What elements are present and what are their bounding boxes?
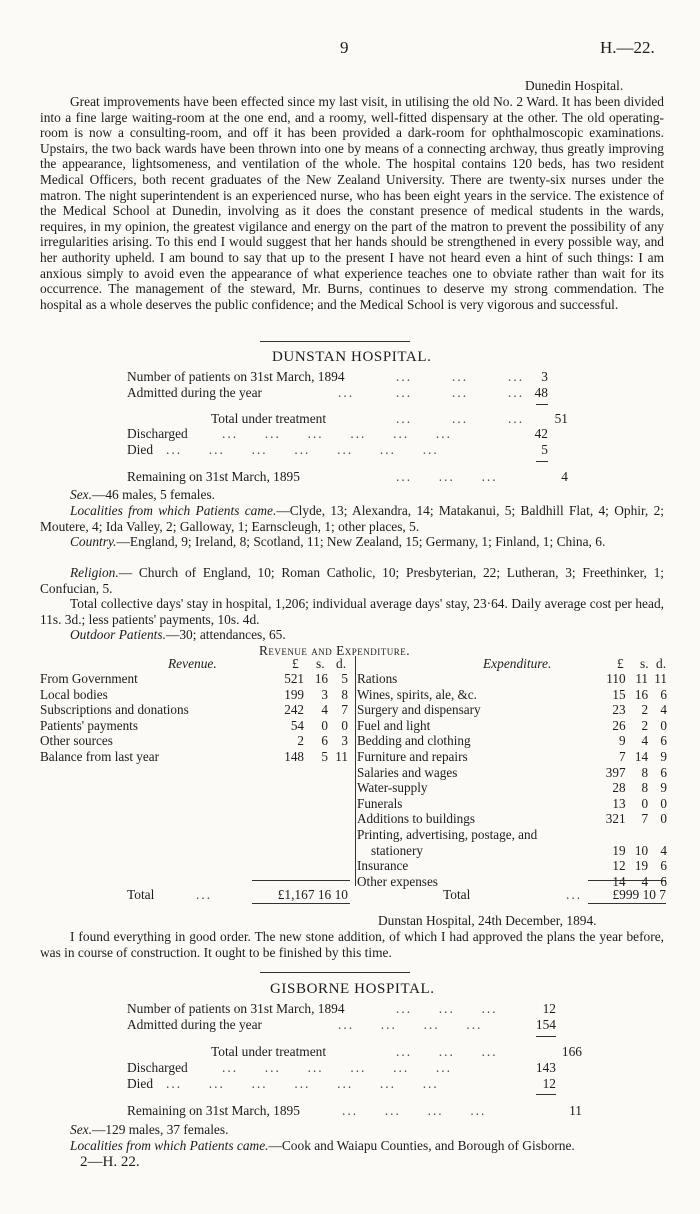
revenue-pounds-head: £ [292, 656, 299, 671]
leader-dots: ... [566, 887, 583, 902]
gisborne-total-label: Total under treatment [211, 1044, 327, 1059]
row-label: Printing, advertising, postage, and [357, 826, 538, 842]
row-label: Wines, spirits, ale, &c. [357, 686, 477, 702]
total-rule [588, 903, 666, 904]
leader-dots: ... [452, 369, 469, 384]
row-amount-l: 15 [612, 686, 626, 702]
gisborne-remaining-label: Remaining on 31st March, 1895 [127, 1103, 300, 1118]
table-row [40, 749, 348, 765]
total-rule [588, 880, 666, 881]
table-row [357, 811, 667, 827]
row-amount-l: 242 [284, 702, 304, 718]
gisborne-patients-label: Number of patients on 31st March, 1894 [127, 1001, 345, 1016]
row-amount-l: 2 [297, 733, 304, 749]
row-amount-s: 5 [321, 748, 328, 764]
row-label: Patients' payments [40, 717, 138, 733]
row-amount-l: 19 [612, 842, 626, 858]
row-amount-l: 13 [612, 795, 626, 811]
leader-dots: ... [396, 411, 413, 426]
row-amount-d: 6 [660, 686, 667, 702]
localities-label: Localities from which Patients came. [70, 1138, 269, 1153]
row-amount-s: 8 [641, 780, 649, 796]
row-amount-s: 4 [641, 733, 649, 749]
row-amount-s: 0 [321, 717, 328, 733]
section-divider [260, 972, 410, 973]
table-row [357, 827, 667, 843]
dunstan-died-value: 5 [541, 442, 548, 457]
revenue-shillings-head: s. [316, 656, 325, 671]
row-amount-d: 11 [654, 671, 667, 686]
leader-dots: ... ... ... [396, 1001, 498, 1016]
document-reference: H.—22. [600, 38, 655, 57]
row-amount-l: 321 [605, 811, 626, 827]
row-amount-l: 7 [618, 748, 626, 764]
leader-dots: ... ... ... ... ... ... ... [166, 442, 439, 457]
table-row [357, 858, 667, 874]
row-amount-l: 54 [290, 717, 304, 733]
revenue-total-value: £1,167 16 10 [277, 887, 348, 902]
row-amount-d: 0 [660, 795, 667, 811]
leader-dots: ... ... ... ... [342, 1103, 487, 1118]
row-amount-s: 14 [634, 748, 649, 764]
table-row [357, 796, 667, 812]
page-number: 9 [340, 38, 349, 57]
row-amount-l: 521 [284, 671, 304, 686]
localities-text: —Cook and Waiapu Counties, and Borough of Gisborne. [268, 1138, 575, 1153]
row-amount-d: 0 [660, 717, 667, 733]
dunstan-admitted-label: Admitted during the year [127, 385, 262, 400]
expenditure-heading: Expenditure. [483, 656, 552, 671]
row-amount-d: 11 [335, 748, 348, 764]
dunstan-remaining-value: 4 [561, 469, 568, 484]
dunstan-remaining-label: Remaining on 31st March, 1895 [127, 469, 300, 484]
table-row [357, 671, 667, 687]
dunstan-heading: DUNSTAN HOSPITAL. [272, 349, 432, 365]
gisborne-localities [70, 1138, 694, 1154]
row-amount-d [648, 827, 667, 843]
row-amount-l: 9 [618, 733, 626, 749]
row-label: From Government [40, 671, 138, 686]
outdoor-text: —30; attendances, 65. [165, 627, 286, 642]
row-amount-s [626, 827, 648, 843]
leader-dots: ... ... ... ... ... ... ... [166, 1076, 439, 1091]
sex-text: —46 males, 5 females. [91, 487, 216, 502]
religion-label: Religion. [70, 565, 119, 580]
sum-rule [536, 404, 548, 405]
revenue-table [40, 671, 348, 765]
religion-text: — Church of England, 10; Roman Catholic, 10; Presbyterian, 22; Lutheran, 3; Freethinker, 1; Confucian, 5. [40, 565, 664, 596]
dunstan-discharged-label: Discharged [127, 426, 188, 441]
gisborne-total-value: 166 [561, 1044, 582, 1059]
sum-rule [536, 1036, 556, 1037]
leader-dots: ... ... ... ... ... ... [222, 1060, 452, 1075]
gisborne-admitted-label: Admitted during the year [127, 1017, 262, 1032]
row-label: Other sources [40, 733, 113, 749]
leader-dots: ... [396, 369, 413, 384]
gisborne-discharged-value: 143 [535, 1060, 556, 1075]
dunstan-died-label: Died [127, 442, 154, 457]
dunstan-stay: Total collective days' stay in hospital, 1,206; individual average days' stay, 23·64. Daily average cost per head, 11s. 3d.; less patients' payments, 10s. 4d. [40, 596, 664, 627]
row-amount-d: 3 [341, 733, 348, 749]
row-amount-l: 148 [284, 748, 304, 764]
row-amount-s: 11 [635, 671, 649, 686]
table-row [357, 780, 667, 796]
row-amount-d: 5 [341, 671, 348, 686]
row-amount-d: 6 [660, 873, 667, 889]
row-label: Rations [357, 671, 398, 686]
country-label: Country. [70, 534, 117, 549]
table-row [40, 733, 348, 749]
gisborne-remaining-value: 11 [569, 1103, 582, 1118]
dunstan-admitted-value: 48 [534, 385, 548, 400]
outdoor-label: Outdoor Patients. [70, 627, 166, 642]
section-divider [260, 341, 410, 342]
revenue-heading: Revenue. [168, 656, 217, 671]
row-label: Insurance [357, 858, 409, 874]
gisborne-admitted-value: 154 [535, 1017, 556, 1032]
row-label: Salaries and wages [357, 764, 458, 780]
leader-dots: ... ... ... ... [338, 1017, 483, 1032]
table-row [357, 687, 667, 703]
row-amount-s: 3 [321, 686, 328, 702]
row-label: Additions to buildings [357, 811, 475, 827]
gisborne-patients-value: 12 [542, 1001, 556, 1016]
expenditure-total-value: £999 10 7 [612, 887, 666, 902]
dunstan-report: I found everything in good order. The new stone addition, of which I had approved the plans the year before, was in course of construction. It ought to be finished by this time. [40, 929, 664, 960]
row-amount-s: 8 [641, 764, 649, 780]
total-rule [252, 880, 350, 881]
finance-heading: Revenue and Expenditure. [259, 643, 411, 658]
row-label: stationery [371, 842, 424, 858]
row-amount-l: 12 [612, 858, 626, 874]
leader-dots: ... ... ... [396, 469, 498, 484]
country-text: —England, 9; Ireland, 8; Scotland, 11; New Zealand, 15; Germany, 1; Finland, 1; China, 6. [116, 534, 606, 549]
row-amount-d: 8 [341, 686, 348, 702]
row-amount-l: 28 [612, 780, 626, 796]
leader-dots: ... [396, 385, 413, 400]
dunstan-sex [40, 487, 664, 503]
sex-label: Sex. [70, 487, 92, 502]
table-row [40, 687, 348, 703]
expenditure-shillings-head: s. [640, 656, 649, 671]
row-amount-l: 397 [605, 764, 626, 780]
row-amount-d: 6 [660, 764, 667, 780]
row-label: Furniture and repairs [357, 748, 468, 764]
row-label: Subscriptions and donations [40, 702, 189, 718]
table-row [357, 843, 667, 859]
dunedin-report: Great improvements have been effected since my last visit, in utilising the old No. 2 Ward. It has been divided into a fine large waiting-room at the one end, and a roomy, well-fitted dispensary at the other. The old operating-room is now a consulting-room, and off it has been provided a dark-room for ophthalmoscopic examinations. Upstairs, the two back wards have been thrown into one by means of a connecting archway, thus greatly improving the appearance, lightsomeness, and ventilation of the whole. The hospital contains 120 beds, has two resident Medical Officers, both recent graduates of the New Zealand University. There are twenty-six nurses under the matron. The night superintendent is an experienced nurse, who has been eight years in the service. The existence of the Medical School at Dunedin, involving as it does the constant presence of medical students in the wards, requires, in my opinion, the greatest vigilance and energy on the part of the matron to prevent the possibility of any irregularities arising. To this end I would suggest that her hands should be strengthened in every possible way, and her authority upheld. I am bound to say that up to the present I have not heard even a hint of such things: I am anxious simply to avoid even the appearance of what experience teaches one to obviate rather than wait for its occurrence. The management of the steward, Mr. Burns, continues to deserve my strong commendation. The hospital as a whole deserves the public confidence; and the Medical School is very vigorous and successful. [40, 94, 664, 312]
row-amount-s: 4 [321, 702, 328, 718]
dunstan-discharged-value: 42 [534, 426, 548, 441]
expenditure-table [357, 671, 667, 889]
dunstan-total-value: 51 [554, 411, 568, 426]
table-row [357, 765, 667, 781]
localities-text: —Clyde, 13; Alexandra, 14; Matakanui, 5; Baldhill Flat, 4; Ophir, 2; Moutere, 4; Ida Valley, 2; Galloway, 1; Earnscleugh, 1; other places, 5. [40, 503, 664, 534]
table-row [357, 702, 667, 718]
row-amount-s: 16 [634, 686, 649, 702]
sex-label: Sex. [70, 1122, 92, 1137]
sex-text: —129 males, 37 females. [91, 1122, 229, 1137]
row-amount-d: 0 [660, 811, 667, 827]
leader-dots: ... [452, 385, 469, 400]
row-amount-d: 9 [660, 780, 667, 796]
row-amount-l: 23 [612, 702, 626, 718]
leader-dots: ... [508, 411, 525, 426]
row-amount-d: 7 [341, 702, 348, 718]
gisborne-died-label: Died [127, 1076, 154, 1091]
expenditure-pence-head: d. [656, 656, 667, 671]
row-label: Bedding and clothing [357, 733, 471, 749]
dunstan-patients-label: Number of patients on 31st March, 1894 [127, 369, 345, 384]
row-label: Other expenses [357, 873, 438, 889]
leader-dots: ... [338, 385, 355, 400]
sum-rule [536, 461, 548, 462]
table-row [357, 749, 667, 765]
row-label: Local bodies [40, 686, 108, 702]
table-row [40, 702, 348, 718]
dunstan-localities [40, 503, 664, 534]
row-amount-s: 2 [641, 717, 649, 733]
row-amount-s: 7 [641, 811, 649, 827]
leader-dots: ... ... ... [396, 1044, 498, 1059]
leader-dots: ... [508, 369, 525, 384]
localities-label: Localities from which Patients came. [70, 503, 277, 518]
expenditure-pounds-head: £ [617, 656, 624, 671]
dunstan-patients-value: 3 [541, 369, 548, 384]
gisborne-heading: GISBORNE HOSPITAL. [270, 981, 435, 997]
leader-dots: ... [508, 385, 525, 400]
dunstan-outdoor [40, 627, 664, 643]
row-amount-d: 0 [341, 717, 348, 733]
row-amount-d: 6 [660, 858, 667, 874]
gisborne-sex [70, 1122, 694, 1138]
row-label: Surgery and dispensary [357, 702, 481, 718]
row-label: Fuel and light [357, 717, 431, 733]
row-amount-s: 6 [321, 733, 328, 749]
row-label: Balance from last year [40, 748, 159, 764]
revenue-total-label: Total [127, 887, 155, 902]
total-rule [252, 903, 350, 904]
row-amount-d: 9 [660, 748, 667, 764]
dunstan-religion [40, 565, 664, 596]
dunstan-total-label: Total under treatment [211, 411, 327, 426]
row-label: Water-supply [357, 780, 428, 796]
row-amount-s: 10 [634, 842, 649, 858]
gisborne-discharged-label: Discharged [127, 1060, 188, 1075]
page-signature: 2—H. 22. [80, 1154, 140, 1170]
row-amount-l: 14 [612, 873, 626, 889]
leader-dots: ... ... ... ... ... ... [222, 426, 452, 441]
row-amount-d: 4 [660, 842, 667, 858]
dunstan-signoff: Dunstan Hospital, 24th December, 1894. [378, 913, 597, 928]
row-amount-s: 2 [641, 702, 649, 718]
expenditure-total-label: Total [443, 887, 471, 902]
row-amount-s: 19 [634, 858, 649, 874]
row-label: Funerals [357, 795, 403, 811]
gisborne-died-value: 12 [542, 1076, 556, 1091]
row-amount-l: 26 [612, 717, 626, 733]
sum-rule [536, 1094, 556, 1095]
table-row [357, 733, 667, 749]
table-row [357, 718, 667, 734]
row-amount-l: 110 [606, 671, 626, 686]
table-row [40, 671, 348, 687]
row-amount-s: 4 [641, 873, 649, 889]
column-divider [355, 656, 356, 886]
leader-dots: ... [452, 411, 469, 426]
row-amount-d: 6 [660, 733, 667, 749]
leader-dots: ... [196, 887, 213, 902]
row-amount-s: 0 [641, 795, 649, 811]
row-amount-l: 199 [284, 686, 304, 702]
row-amount-s: 16 [314, 671, 328, 686]
dunedin-heading: Dunedin Hospital. [525, 78, 624, 93]
dunstan-country [40, 534, 664, 550]
revenue-pence-head: d. [336, 656, 347, 671]
row-amount-l [594, 827, 626, 843]
row-amount-d: 4 [660, 702, 667, 718]
table-row [40, 718, 348, 734]
